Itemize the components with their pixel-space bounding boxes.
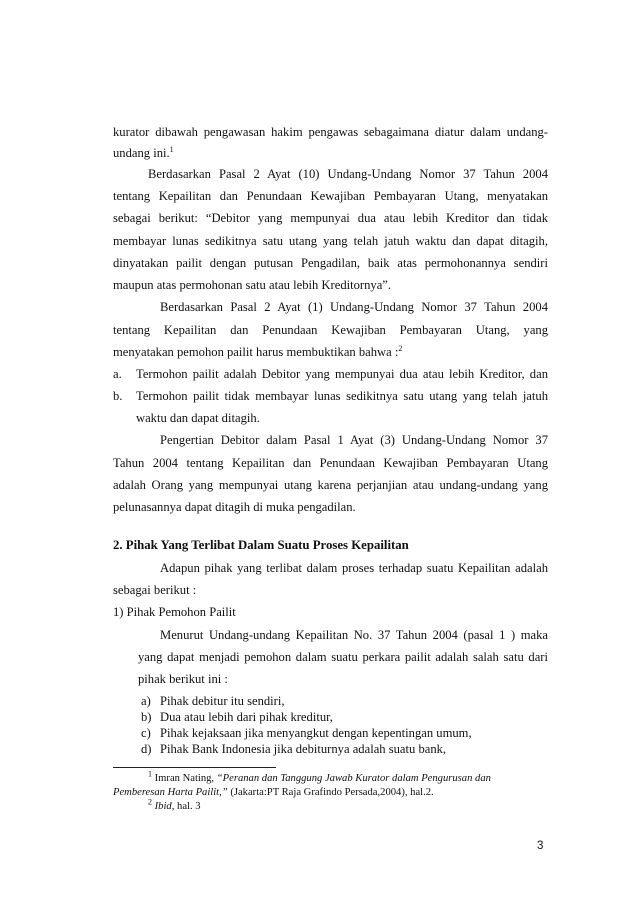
section2-para-line1: Menurut Undang-undang Kepailitan No. 37 Tahun 2004 (pasal 1 ) maka [160, 628, 548, 642]
para2-line2: tentang Kepailitan dan Penundaan Kewajiban Pembayaran Utang, menyatakan [113, 189, 548, 203]
para1-line1: kurator dibawah pengawasan hakim pengawas sebagaimana diatur dalam undang- [113, 125, 548, 139]
para2-line4: membayar lunas sedikitnya satu utang yang telah jatuh waktu dan dapat ditagih, [113, 234, 548, 248]
sublist-item-b-marker: b) [141, 710, 152, 724]
footnote-ref-1: 1 [169, 144, 174, 154]
para2-line3: sebagai berikut: “Debitor yang mempunyai dua atau lebih Kreditor dan tidak [113, 211, 548, 225]
section2-line1: Adapun pihak yang terlibat dalam proses terhadap suatu Kepailitan adalah [160, 561, 548, 575]
footnote-1-line2 [113, 786, 434, 800]
para2-line5: dinyatakan pailit dengan putusan Pengadilan, baik atas permohonannya sendiri [113, 256, 548, 270]
para4-line3: adalah Orang yang mempunyai utang karena perjanjian atau undang-undang yang [113, 478, 548, 492]
para2-line6: maupun atas permohonan satu atau lebih Kreditornya”. [113, 278, 392, 292]
footnote-1-title: “Peranan dan Tanggung Jawab Kurator dalam Pengurusan dan [216, 773, 491, 784]
para2-line1: Berdasarkan Pasal 2 Ayat (10) Undang-Undang Nomor 37 Tahun 2004 [148, 167, 548, 181]
para1-line2 [113, 145, 548, 161]
sublist-item-d-text: Pihak Bank Indonesia jika debiturnya adalah suatu bank, [160, 742, 447, 756]
footnote-1-number: 1 [148, 769, 152, 779]
para3-line1: Berdasarkan Pasal 2 Ayat (1) Undang-Undang Nomor 37 Tahun 2004 [160, 300, 548, 314]
numbered-item-1: 1) Pihak Pemohon Pailit [113, 605, 236, 619]
footnote-1-title-cont: Pemberesan Harta Pailit,” [113, 787, 228, 798]
para4-line2: Tahun 2004 tentang Kepailitan dan Penundaan Kewajiban Pembayaran Utang [113, 456, 548, 470]
list-item-a-text: Termohon pailit adalah Debitor yang mempunyai dua atau lebih Kreditor, dan [136, 367, 548, 381]
sublist-item-d-marker: d) [141, 742, 152, 756]
para4-line1: Pengertian Debitor dalam Pasal 1 Ayat (3) Undang-Undang Nomor 37 [160, 433, 548, 447]
footnote-1-publisher: (Jakarta:PT Raja Grafindo Persada,2004), hal.2. [230, 787, 434, 798]
para3-line2: tentang Kepailitan dan Penundaan Kewajiban Pembayaran Utang, yang [113, 323, 548, 337]
section2-para-line2: yang dapat menjadi pemohon dalam suatu perkara pailit adalah salah satu dari [138, 650, 548, 664]
section2-para-line3: pihak berikut ini : [138, 672, 228, 686]
footnote-2-page: , hal. 3 [171, 801, 201, 812]
footnote-2-number: 2 [148, 797, 152, 807]
footnote-ref-2: 2 [398, 343, 403, 353]
footnote-1-author: Imran Nating, [154, 773, 215, 784]
sublist-item-b-text: Dua atau lebih dari pihak kreditur, [160, 710, 333, 724]
sublist-item-a-marker: a) [141, 694, 151, 708]
section2-line2: sebagai berikut : [113, 583, 197, 597]
section-heading: 2. Pihak Yang Terlibat Dalam Suatu Proses Kepailitan [113, 538, 409, 552]
sublist-item-c-marker: c) [141, 726, 151, 740]
list-item-b-text: Termohon pailit tidak membayar lunas sedikitnya satu utang yang telah jatuh [136, 389, 548, 403]
list-item-b-continuation: waktu dan dapat ditagih. [136, 411, 260, 425]
footnote-2 [148, 797, 201, 814]
para1-line2-text: undang ini. [113, 146, 170, 160]
page-number: 3 [537, 840, 544, 852]
list-item-b-marker: b. [113, 389, 123, 403]
sublist-item-c-text: Pihak kejaksaan jika menyangkut dengan kepentingan umum, [160, 726, 472, 740]
footnote-separator [113, 767, 276, 768]
para3-line3-text: menyatakan pemohon pailit harus membuktikan bahwa : [113, 345, 399, 359]
footnote-1-line1 [148, 769, 491, 786]
sublist-item-a-text: Pihak debitur itu sendiri, [160, 694, 285, 708]
para4-line4: pelunasannya dapat ditagih di muka pengadilan. [113, 500, 356, 514]
para3-line3 [113, 344, 548, 360]
footnote-2-ibid: Ibid [154, 801, 172, 812]
list-item-a-marker: a. [113, 367, 122, 381]
